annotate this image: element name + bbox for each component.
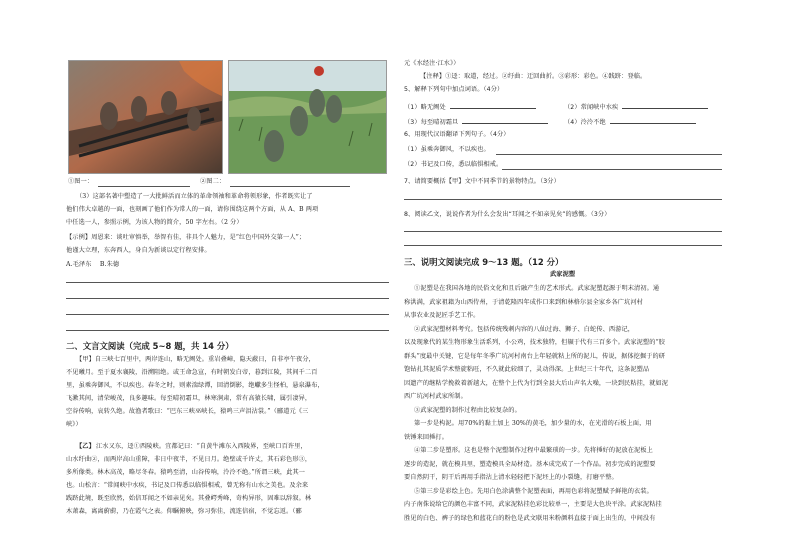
essay-line: ①泥塑是在我国各地的民俗文化和且后融产生的艺术形式。武家泥塑起源于明末清初。通 bbox=[414, 285, 660, 292]
passage-jia-line-2: 不见曦月。至于夏水襄陵，沿溯阻绝。或王命急宣，有时朝发白帝，暮到江陵，其间千二百 bbox=[66, 369, 318, 376]
question-6: 6、用现代汉语翻译下列句子。（4分） bbox=[404, 131, 510, 138]
answer-line-1 bbox=[66, 282, 389, 283]
essay-line: 群头”度最中关键，它是每年冬季广坑河村南台上年轻就粘上所的泥儿，传说，据体挖掘于的研 bbox=[404, 352, 666, 360]
left-column bbox=[62, 0, 392, 560]
essay-line: 要自然阴干，阴干后再用手指沾上清水轻轻把下泥坯上的小裂缝，打磨平整。 bbox=[404, 474, 618, 481]
question-8-answer-line-1 bbox=[404, 231, 722, 232]
figure-two-answer-line bbox=[230, 186, 350, 187]
question-6-answer-line-2 bbox=[502, 169, 722, 170]
section-3-title: 三、说明文阅读完成 9～13 题。（12 分） bbox=[404, 257, 564, 267]
passage-jia-line-6: 峡》） bbox=[66, 421, 82, 428]
essay-line: ②武家泥塑材料考究。包括传统残刺内容的八仙过海、狮子、白蛇传、西游记， bbox=[414, 325, 635, 333]
example-line-1: 【示例】周恩来：谈吐审慎举，举智有佳，非具个人魅力，是“红色中国外交第一人”； bbox=[66, 234, 306, 241]
essay-line: 内子南侏说给它的颜色丰富不同，武家泥粘挂色彩比较单一，主要是大色块平涂。武家泥粘挂 bbox=[404, 501, 662, 508]
figure-one-answer-line bbox=[98, 186, 190, 187]
question-8: 8、阅读乙文，说说作者为什么会发出“耳闻之不如亲见矣”的感慨。（3分） bbox=[404, 211, 611, 218]
question-3-line-3: 中任选一人，参照示例，为该人物的简介，50 字左右。（2 分） bbox=[66, 219, 243, 226]
question-7: 7、请简要概括【甲】文中不同季节的景物特点。（3分） bbox=[404, 178, 560, 185]
essay-line: ⑤第三步是彩绘上色。先用白色涂满整个泥塑表面，再用色彩将泥塑赋予鲜艳的衣装。 bbox=[414, 487, 653, 495]
passage-jia-line-3: 里，虽乘奔御风，不以疾也。春冬之时，则素湍绿潭，回清倒影，绝巘多生怪柏，悬泉瀑布， bbox=[66, 382, 324, 389]
passage-yi-title: 【乙】 bbox=[76, 443, 95, 450]
question-8-answer-line-2 bbox=[404, 245, 722, 246]
question-6-answer-line-1 bbox=[496, 154, 722, 155]
passage-yi-line-4: 也。山松言：“常闻峡中水疾，书记及口传悉以临惧相戒，曾无称有山水之美也。及余来 bbox=[66, 482, 309, 489]
question-6-item-1: （1）虽乘奔御风，不以疾也。 bbox=[404, 146, 490, 153]
essay-line: 因遗产的继粘学挽救着新越大，在整个上代为行到全县大后山声名大噪，一块到民粘挂，就如泥 bbox=[404, 379, 669, 387]
passage-jia-line-1: 【甲】自三峡七百里中，两岸连山，略无阙处。重岩叠嶂，隐天蔽日，自非亭午夜分， bbox=[76, 356, 315, 363]
question-5-item-2: （2）常闻峡中水疾 bbox=[564, 101, 708, 113]
figure-one-label: ①图一： bbox=[68, 178, 94, 185]
essay-line: 称洪满，武家祖籍为山西侍州，于清乾隆四年成作口来到和林格尔县全家乡各广坑河村 bbox=[404, 298, 643, 306]
essay-line: 胜见的白色、裤子的绿色和蓝花白的粉色是武文联用米粉颜料直接于面上出生的，中间没有 bbox=[404, 514, 656, 522]
question-5: 5、解释下列句中加点词语。（4分） bbox=[404, 86, 504, 93]
passage-jia-line-4: 飞漱其间，清荣峻茂，良多趣味。每至晴初霜旦，林寒涧肃，常有高猿长啸，属引凄异， bbox=[66, 395, 312, 402]
answer-options: A.毛泽东 B.朱德 bbox=[66, 261, 120, 268]
essay-line: 饱钻扎其泥质学术整旋粘旺，不久就此较细了，灵动得深。上世纪三十年代，这条泥塑品 bbox=[404, 366, 650, 373]
passage-jia-line-5: 空谷传响，哀转久绝。故渔者歌曰：“巴东三峡巫峡长，猿鸣三声泪沾裳。”（郦道元《三 bbox=[66, 408, 309, 415]
essay-line: 西广坑河村武家所制。 bbox=[404, 393, 467, 400]
essay-line: 逐步的造泥，就在模具里，塑造模具全局材造。基本成完成了一个作品。初步完成的泥塑要 bbox=[404, 460, 656, 468]
figure-two-label: ②图二： bbox=[200, 178, 226, 185]
answer-line-2 bbox=[66, 298, 389, 299]
essay-line: 铁锤来回捶打。 bbox=[404, 433, 449, 441]
passage-yi-line-1: 江水又东，迳①西陵峡。宜都记曰：“自黄牛滩东入西陵界，至峡口百许里， bbox=[96, 443, 307, 450]
right-column bbox=[404, 0, 734, 560]
question-5-item-1: （1）略无阙处 bbox=[404, 101, 536, 113]
section-2-title: 二、文言文阅读（完成 5~8 题，共 14 分） bbox=[66, 341, 234, 351]
photo-figure-one bbox=[68, 60, 223, 174]
answer-line-4 bbox=[66, 330, 389, 331]
example-line-2: 他谨大立理，东奔西人，身自为新谈以定行程安排。 bbox=[66, 247, 211, 254]
source-citation: 元《水经注·江水》） bbox=[404, 60, 460, 67]
answer-line-3 bbox=[66, 314, 389, 315]
question-6-item-2: （2）书记及口传，悉以临惧相戒。 bbox=[404, 161, 503, 168]
essay-line: ③武家泥塑的制作过程由比较复杂的。 bbox=[414, 406, 521, 414]
essay-line: 以及现象代的某生物形象生活系列，小公鸡，技术独特，但辗于代有三百多个。武家泥塑的“胶 bbox=[404, 339, 666, 346]
passage-yi-line-3: 多所像类。林木高茂，略尽冬春。猿鸣至清，山谷传响，泠泠不绝。”所谓三峡，此其一 bbox=[66, 469, 306, 476]
annotations: 【注释】①迳：取道，经过。②纡曲：迂回曲折。③彩形：彩色。④践跻：登临。 bbox=[420, 73, 647, 80]
essay-line: 从事农业及泥匠手艺工作。 bbox=[404, 312, 480, 319]
essay-line: 第一步是构泥。用70%的黏土加上 30%的黄毛，加少量的水，在光滑的石板上面，用 bbox=[414, 420, 652, 427]
question-3-line-2: 他们伟大卓越的一面，也刻画了他们作为常人的一面，请你围绕这两个方面，从 A、B 两项 bbox=[66, 206, 319, 213]
question-3-line-1: （3）这部名著中塑造了一大批鲜活而立体的革命领袖和革命将领形象，作者既实让了 bbox=[76, 193, 313, 200]
question-5-item-3: （3）每至晴初霜旦 bbox=[404, 116, 548, 128]
passage-yi-line-6: 木萧森，离离蔚蔚，乃在霞气之表。仰瞩俯映，弥习弥佳，流连信宿，不觉忘返。（郦 bbox=[66, 508, 302, 515]
passage-yi-line-5: 践跻此境，既至欣然，始信耳闻之不如亲见矣。其叠崿秀峰，奇构异形，固难以辞叙。林 bbox=[66, 495, 312, 502]
passage-yi-line-2: 山水纡曲②，而两岸高山重障，非日中夜半，不见日月。绝壁或千许丈，其石彩色形③， bbox=[66, 456, 312, 463]
essay-line: ④第二步是塑形。这也是整个泥塑制作过程中最繁琐的一步。先将捶好的泥放在泥板上 bbox=[414, 447, 653, 454]
photo-figure-two bbox=[228, 60, 387, 174]
question-5-item-4: （4）泠泠不绝 bbox=[564, 116, 696, 128]
essay-title: 武家泥塑 bbox=[550, 271, 576, 278]
question-7-answer-line-1 bbox=[404, 199, 722, 200]
